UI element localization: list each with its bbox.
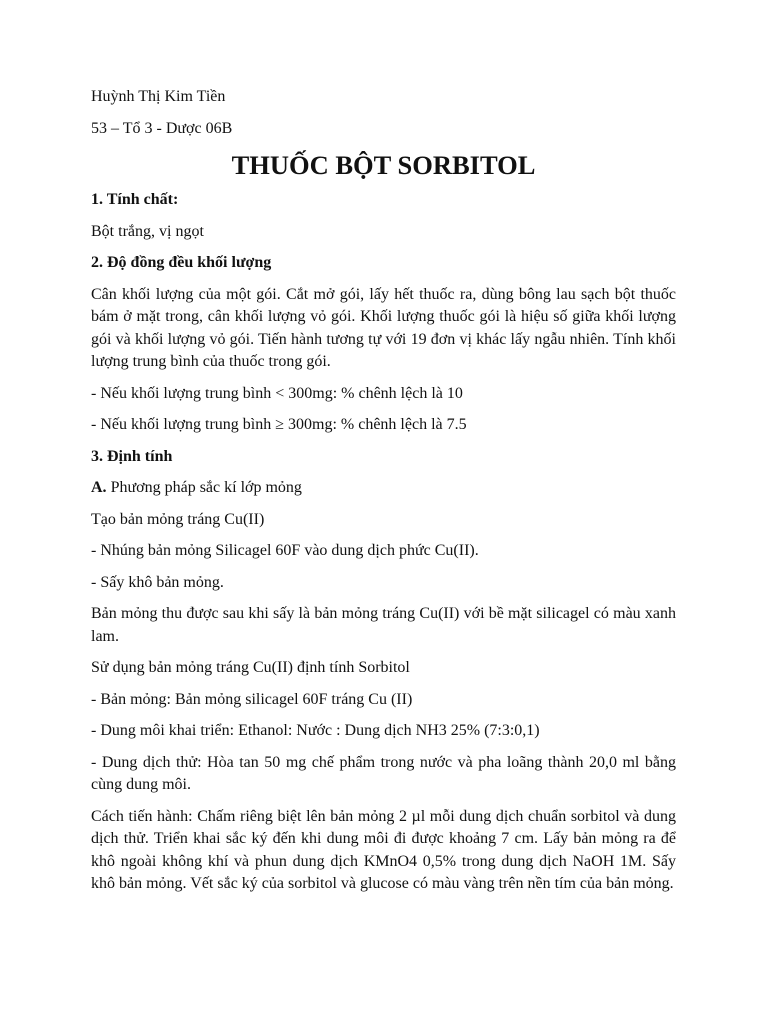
class-info: 53 – Tổ 3 - Dược 06B: [91, 119, 233, 137]
document-title: THUỐC BỘT SORBITOL: [231, 150, 536, 180]
plate-prep-title: Tạo bản mỏng tráng Cu(II): [91, 510, 265, 528]
properties-text: Bột trắng, vị ngọt: [91, 222, 204, 240]
subsection-label: A.: [91, 479, 107, 496]
mass-bullet-under-300: - Nếu khối lượng trung bình < 300mg: % chênh lệch là 10: [91, 384, 463, 402]
solvent-spec: - Dung môi khai triển: Ethanol: Nước : Dung dịch NH3 25% (7:3:0,1): [91, 722, 540, 739]
mass-bullet-over-300: - Nếu khối lượng trung bình ≥ 300mg: % chênh lệch là 7.5: [91, 416, 467, 433]
section-heading-properties: 1. Tính chất:: [91, 191, 179, 208]
test-solution-paragraph: - Dung dịch thử: Hòa tan 50 mg chế phẩm trong nước và pha loãng thành 20,0 ml bằng cùng dung môi.: [91, 753, 676, 793]
document-page: [91, 86, 676, 905]
subsection-tlc: [91, 477, 676, 500]
plate-prep-step-1: - Nhúng bản mỏng Silicagel 60F vào dung dịch phức Cu(II).: [91, 542, 479, 559]
plate-usage-line: Sử dụng bản mỏng tráng Cu(II) định tính Sorbitol: [91, 659, 410, 676]
plate-spec: - Bản mỏng: Bản mỏng silicagel 60F tráng Cu (II): [91, 690, 413, 708]
section-heading-mass-uniformity: 2. Độ đồng đều khối lượng: [91, 254, 272, 271]
subsection-text: Phương pháp sắc kí lớp mỏng: [106, 479, 302, 496]
plate-prep-step-2: - Sấy khô bản mỏng.: [91, 573, 224, 591]
procedure-paragraph: Cách tiến hành: Chấm riêng biệt lên bản mỏng 2 µl mỗi dung dịch chuẩn sorbitol và dung dịch thử. Triển khai sắc ký đến khi dung môi đi được khoảng 7 cm. Lấy bản mỏng ra để khô ngoài không khí và phun dung dịch KMnO4 0,5% trong dung dịch NaOH 1M. Sấy khô bản mỏng. Vết sắc ký của sorbitol và glucose có màu vàng trên nền tím của bản mỏng.: [91, 807, 676, 892]
section-heading-identification: 3. Định tính: [91, 447, 173, 465]
author-name: Huỳnh Thị Kim Tiền: [91, 88, 226, 105]
plate-result-paragraph: Bản mỏng thu được sau khi sấy là bản mỏng tráng Cu(II) với bề mặt silicagel có màu xanh lam.: [91, 605, 676, 645]
mass-uniformity-paragraph: Cân khối lượng của một gói. Cắt mở gói, lấy hết thuốc ra, dùng bông lau sạch bột thuốc bám ở mặt trong, cân khối lượng vỏ gói. Khối lượng thuốc gói là hiệu số giữa khối lượng gói và khối lượng vỏ gói. Tiến hành tương tự với 19 đơn vị khác lấy ngẫu nhiên. Tính khối lượng trung bình của thuốc trong gói.: [91, 285, 676, 370]
